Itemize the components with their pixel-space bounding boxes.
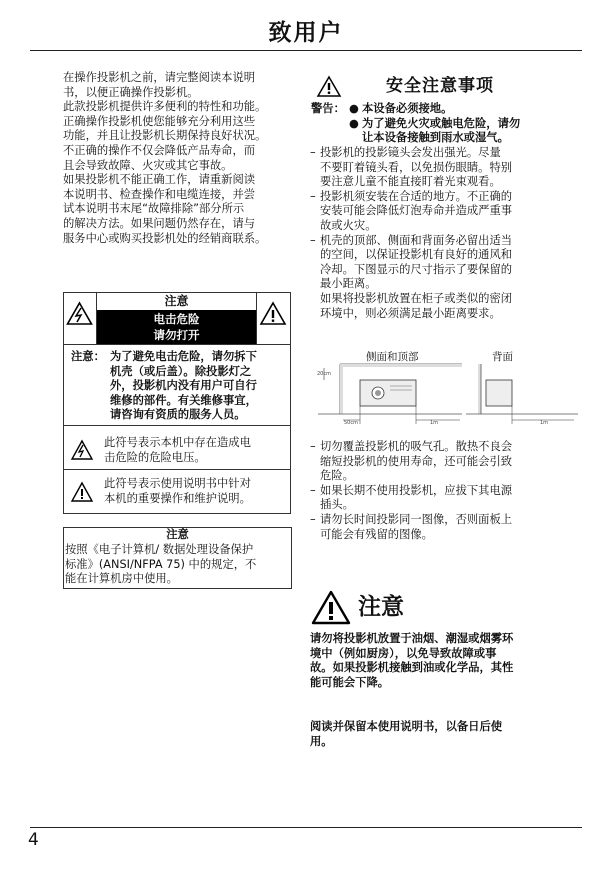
intro-line: 如果投影机不能正确工作，请重新阅读	[63, 173, 256, 187]
dim-front: 1m	[430, 420, 439, 426]
dim-top: 20cm	[317, 371, 331, 377]
caution-text: 请勿将投影机放置于油烟、潮湿或烟雾环 境中（例如厨房），以免导致故障或事 故。如果投影机接触到油或化学品，其性 能可能会下降。	[310, 632, 514, 689]
title-rule	[30, 50, 582, 51]
shock-line-2: 请勿打开	[153, 328, 200, 342]
caution-heading: 注意	[358, 594, 404, 620]
page-title: 致用户	[268, 20, 344, 46]
intro-line: 试本说明书末尾“故障排除”部分所示	[63, 202, 245, 216]
lightning-symbol-icon	[70, 439, 94, 461]
safety-item: – 机壳的顶部、侧面和背面务必留出适当 的空间，以保证投影机有良好的通风和 冷却。下图显示的尺寸指示了要保留的 最小距离。 如果将投影机放置在柜子或类似的密闭 环境中，则必须满足最小距离要求。	[310, 234, 580, 322]
intro-line: 且会导致故障、火灾或其它事故。	[63, 158, 233, 172]
caution-header: 注意	[164, 294, 189, 308]
warning-item: ● 为了避免火灾或触电危险，请勿 让本设备接触到雨水或湿气。	[349, 116, 521, 145]
dim-back: 1m	[540, 420, 549, 426]
safety-warning-icon	[316, 75, 342, 98]
intro-line: 书，以便正确操作投影机。	[63, 85, 199, 99]
shock-line-1: 电击危险	[153, 312, 200, 326]
safety-item: – 投影机须安装在合适的地方。不正确的 安装可能会降低灯泡寿命并造成严重事 故或火灾。	[310, 190, 580, 234]
exclamation-warning-icon	[259, 301, 287, 326]
diagram-label-side-top: 侧面和顶部	[366, 351, 419, 363]
footer-rule	[30, 827, 582, 828]
safety-item: – 如果长期不使用投影机，应拔下其电源 插头。	[310, 484, 580, 513]
safety-list-b	[310, 440, 580, 542]
page-number: 4	[28, 830, 39, 850]
intro-line: 功能，并且让投影机长期保持良好状况。	[63, 129, 267, 143]
safety-item: – 投影机的投影镜头会发出强光。尽量 不要盯着镜头看，以免损伤眼睛。特别 要注意儿童不能直接盯着光束观看。	[310, 146, 580, 190]
intro-line: 在操作投影机之前，请完整阅读本说明	[63, 71, 256, 84]
symbol2-text: 此符号表示使用说明书中针对 本机的重要操作和维护说明。	[104, 477, 251, 505]
notice-text: 按照《电子计算机/ 数据处理设备保护 标准》(ANSI/NFPA 75) 中的规定，不 能在计算机房中使用。	[65, 543, 257, 586]
intro-line: 此款投影机提供许多便利的特性和功能。	[63, 100, 267, 114]
caution-warning-icon	[311, 590, 351, 626]
symbol1-text: 此符号表示本机中存在造成电 击危险的危险电压。	[104, 436, 251, 464]
intro-line: 不正确的操作不仅会降低产品寿命，而	[63, 143, 256, 157]
safety-item: – 切勿覆盖投影机的吸气孔。散热不良会 缩短投影机的使用寿命，还可能会引致 危险。	[310, 440, 580, 484]
warning-list	[349, 102, 579, 146]
safety-list-a	[310, 146, 580, 321]
diagram-label-back: 背面	[492, 351, 513, 363]
warning-item: ● 本设备必须接地。	[349, 102, 453, 115]
safety-heading: 安全注意事项	[386, 76, 494, 96]
note-text: 为了避免电击危险，请勿拆下 机壳（或后盖）。除投影灯之 外，投影机内没有用户可自行 维修的部件。有关维修事宜， 请咨询有资质的服务人员。	[110, 350, 257, 422]
intro-line: 本说明书、检查操作和电缆连接，并尝	[63, 187, 256, 201]
lightning-warning-icon	[66, 301, 93, 326]
intro-line: 的解决方法。如果问题仍然存在，请与	[63, 216, 256, 230]
intro-text	[63, 71, 299, 246]
notice-title: 注意	[166, 528, 189, 541]
dim-side: 50cm	[344, 420, 358, 426]
keep-manual-text: 阅读并保留本使用说明书，以备日后使 用。	[310, 720, 503, 748]
intro-line: 正确操作投影机使您能够充分利用这些	[63, 114, 256, 128]
warning-label: 警告：	[311, 102, 345, 115]
exclamation-symbol-icon	[70, 481, 94, 503]
safety-item: – 请勿长时间投影同一图像，否则面板上 可能会有残留的图像。	[310, 513, 580, 542]
clearance-diagram	[316, 362, 580, 428]
intro-line: 服务中心或购买投影机处的经销商联系。	[63, 231, 267, 245]
note-prefix: 注意：	[71, 350, 105, 363]
